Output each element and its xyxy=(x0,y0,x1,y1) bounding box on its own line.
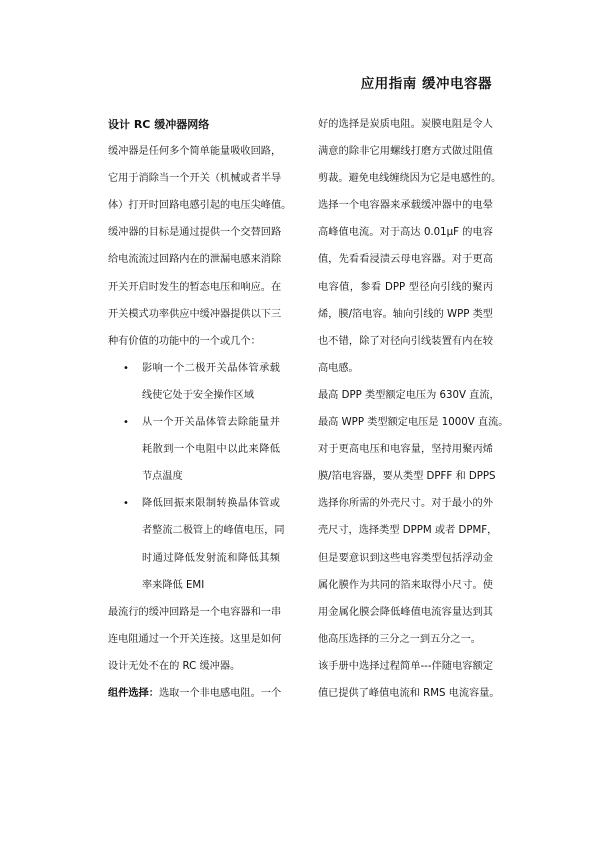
bullet-text: 从一个开关晶体管去除能量并 xyxy=(142,417,280,429)
paragraph-line: 连电阻通过一个开关连接。这里是如何 xyxy=(108,633,282,645)
bullet-continuation: 节点温度 xyxy=(142,471,183,483)
bullet-continuation: 时通过降低发射流和降低其频 xyxy=(142,552,280,564)
paragraph-line: 选择一个电容器来承载缓冲器中的电晕 xyxy=(318,200,493,212)
paragraph-line: 开关模式功率供应中缓冲器提供以下三 xyxy=(108,308,282,320)
paragraph-line: 缓冲器的目标是通过提供一个交替回路 xyxy=(108,227,282,239)
paragraph-line: 好的选择是炭质电阻。炭膜电阻是令人 xyxy=(318,119,493,130)
paragraph-line: 缓冲器是任何多个简单能量吸收回路， xyxy=(108,146,282,158)
page-header-title: 应用指南 缓冲电容器 xyxy=(360,76,492,92)
bullet-item xyxy=(108,490,280,517)
paragraph-line: 值已提供了峰值电流和 RMS 电流容量。 xyxy=(318,687,500,699)
paragraph-line: 选择你所需的外壳尺寸。对于最小的外 xyxy=(318,498,493,510)
paragraph-line: 开关开启时发生的暂态电压和响应。在 xyxy=(108,281,282,293)
paragraph-line: 高电感。 xyxy=(318,362,359,374)
paragraph-line: 满意的除非它用螺线打磨方式做过阻值 xyxy=(318,146,493,158)
component-selection-text: 选取一个非电感电阻。一个 xyxy=(158,687,282,699)
component-selection-label: 组件选择： xyxy=(108,687,159,699)
paragraph-line: 值，先看看浸渍云母电容器。对于更高 xyxy=(318,254,493,266)
paragraph-line: 它用于消除当一个开关（机械或者半导 xyxy=(108,173,282,185)
paragraph-line: 电容值，参看 DPP 型径向引线的聚丙 xyxy=(318,281,493,293)
paragraph-line: 给电流流过回路内在的泄漏电感来消除 xyxy=(108,254,282,266)
bullet-icon: • xyxy=(123,498,129,510)
paragraph-line: 壳尺寸，选择类型 DPPM 或者 DPMF， xyxy=(318,525,498,537)
paragraph-line: 烯，膜/箔电容。轴向引线的 WPP 类型 xyxy=(318,308,493,320)
bullet-icon: • xyxy=(123,362,129,374)
paragraph-line xyxy=(108,680,280,707)
paragraph-line: 高峰值电流。对于高达 0.01μF 的电容 xyxy=(318,227,493,239)
paragraph-line: 也不错，除了对径向引线装置有内在较 xyxy=(318,335,493,347)
paragraph-line: 剪裁。避免电线缠绕因为它是电感性的。 xyxy=(318,173,502,185)
paragraph-line: 最高 DPP 类型额定电压为 630V 直流， xyxy=(318,389,500,401)
bullet-icon: • xyxy=(123,417,129,429)
paragraph-line: 膜/箔电容器，要从类型 DPFF 和 DPPS xyxy=(318,471,496,483)
paragraph-line: 用金属化膜会降低峰值电流容量达到其 xyxy=(318,606,493,618)
right-column xyxy=(318,111,509,707)
bullet-continuation: 者整流二极管上的峰值电压，同 xyxy=(142,525,285,537)
paragraph-line: 体）打开时回路电感引起的电压尖峰值。 xyxy=(108,200,292,212)
paragraph-line: 但是要意识到这些电容类型包括浮动金 xyxy=(318,552,493,564)
paragraph-line: 设计无处不在的 RC 缓冲器。 xyxy=(108,660,241,672)
left-column xyxy=(108,111,292,707)
bullet-item xyxy=(108,409,280,436)
section-heading: 设计 RC 缓冲器网络 xyxy=(108,118,210,131)
paragraph-line: 最流行的缓冲回路是一个电容器和一串 xyxy=(108,606,282,618)
bullet-item xyxy=(108,355,280,382)
bullet-continuation: 线使它处于安全操作区域 xyxy=(142,389,255,401)
paragraph-line: 对于更高电压和电容量，坚持用聚丙烯 xyxy=(318,444,493,456)
bullet-text: 影响一个二极开关晶体管承载 xyxy=(142,362,280,374)
paragraph-line: 种有价值的功能中的一个或几个： xyxy=(108,335,261,347)
paragraph-line: 属化膜作为共同的箔来取得小尺寸。使 xyxy=(318,579,493,591)
bullet-continuation: 率来降低 EMI xyxy=(142,579,205,591)
paragraph-line: 他高压选择的三分之一到五分之一。 xyxy=(318,633,481,645)
bullet-continuation: 耗散到一个电阻中以此来降低 xyxy=(142,444,280,456)
paragraph-line: 最高 WPP 类型额定电压是 1000V 直流。 xyxy=(318,417,509,429)
bullet-text: 降低回振来限制转换晶体管或 xyxy=(142,498,280,510)
paragraph-line: 该手册中选择过程简单---伴随电容额定 xyxy=(318,660,493,672)
